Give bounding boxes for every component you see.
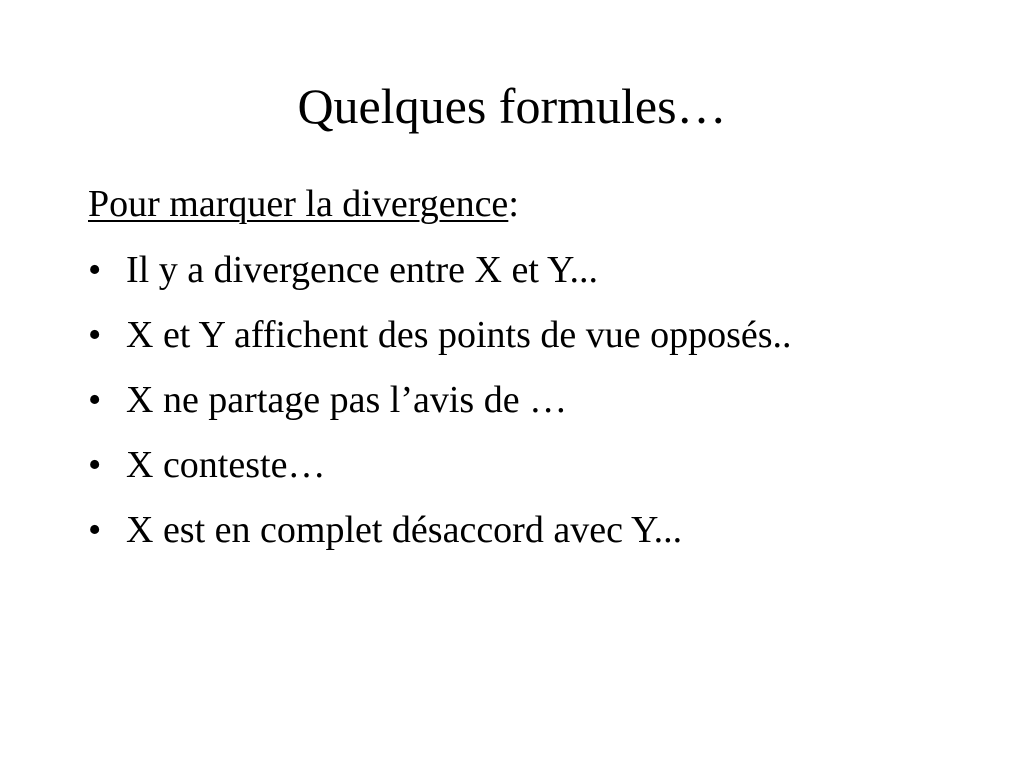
list-item: [88, 506, 792, 571]
list-item: [88, 441, 792, 506]
list-item: [88, 246, 792, 311]
slide-title: Quelques formules…: [297, 78, 727, 134]
bullet-list: [88, 246, 792, 571]
list-item-text: X et Y affichent des points de vue opposés..: [126, 314, 792, 356]
list-item-text: X est en complet désaccord avec Y...: [126, 509, 683, 551]
bullet-icon: •: [88, 509, 102, 551]
list-item-text: X conteste…: [126, 444, 326, 486]
list-item: [88, 311, 792, 376]
list-item-text: Il y a divergence entre X et Y...: [126, 249, 599, 291]
bullet-icon: •: [88, 379, 102, 421]
bullet-icon: •: [88, 314, 102, 356]
bullet-icon: •: [88, 249, 102, 291]
intro-label: Pour marquer la divergence: [88, 183, 509, 225]
intro-line: [88, 180, 519, 228]
list-item: [88, 376, 792, 441]
bullet-icon: •: [88, 444, 102, 486]
list-item-text: X ne partage pas l’avis de …: [126, 379, 568, 421]
intro-colon: :: [508, 183, 519, 225]
